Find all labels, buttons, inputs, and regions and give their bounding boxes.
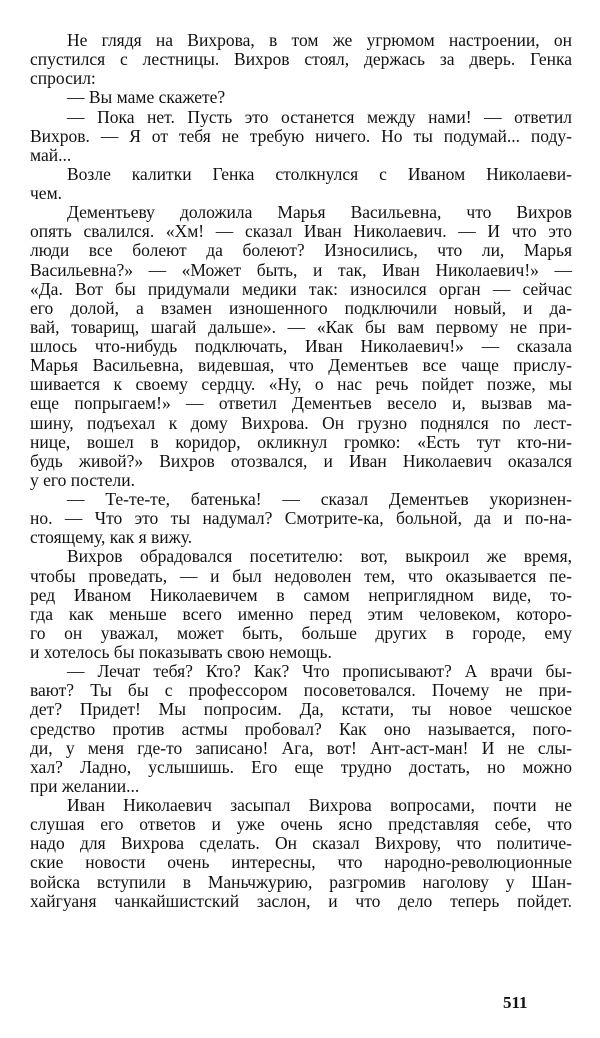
page-number: 511 [503, 993, 528, 1012]
text-line: дет? Придет! Мы попросим. Да, кстати, ты новое чешское [30, 699, 572, 720]
text-line: нице, вошел в коридор, окликнул громко: «Есть тут кто-ни- [30, 431, 572, 452]
paragraph [30, 662, 572, 796]
text-line: — Пока нет. Пусть это останется между нами! — ответил [67, 106, 572, 127]
text-line: го он уважал, может быть, больше других в городе, ему [30, 622, 572, 643]
text-line: Иван Николаевич засыпал Вихрова вопросами, почти не [67, 795, 572, 815]
paragraph [30, 31, 572, 88]
text-line: май... [30, 144, 72, 165]
text-line: его долой, а взамен изношенного подключили новый, и да- [30, 297, 572, 318]
text-line: шину, подъехал к дому Вихрова. Он грузно поднялся по лест- [30, 412, 572, 433]
text-line: опять свалился. «Хм! — сказал Иван Николаевич. — И что это [30, 221, 572, 242]
text-line: вай, товарищ, шагай дальше». — «Как бы вам первому не при- [30, 316, 572, 337]
text-line: Возле калитки Генка столкнулся с Иваном Николаеви- [67, 163, 572, 184]
text-line: средство против астмы пробовал? Как оно называется, пого- [30, 718, 572, 739]
text-line: Вихров обрадовался посетителю: вот, выкроил же время, [67, 546, 572, 567]
text-line: вают? Ты бы с профессором посоветовался. Почему не при- [30, 680, 572, 701]
text-line: при желании... [30, 775, 140, 796]
text-line: Дементьеву доложила Марья Васильевна, что Вихров [67, 202, 572, 223]
paragraph [30, 203, 572, 490]
text-line: стоящему, как я вижу. [30, 527, 193, 548]
text-line: шлось что-нибудь подключать, Иван Николаевич!» — сказала [30, 336, 572, 356]
paragraph [30, 490, 572, 547]
text-line: надо для Вихрова сделать. Он сказал Вихрову, что политиче- [30, 833, 572, 854]
text-line: «Да. Вот бы придумали медики так: износился орган — сейчас [30, 278, 572, 299]
text-line: слушая его ответов и уже очень ясно представляя себе, что [30, 814, 572, 835]
text-line: — Вы маме скажете? [67, 87, 226, 108]
text-line: и хотелось бы показывать свою немощь. [30, 642, 332, 662]
paragraph [30, 165, 572, 203]
text-line: гда как меньше всего именно перед этим человеком, которо- [30, 603, 572, 624]
text-line: — Те-те-те, батенька! — сказал Дементьев укоризнен- [67, 489, 572, 509]
text-line: хал? Ладно, услышишь. Его еще трудно достать, но можно [30, 756, 572, 777]
book-page-text [30, 31, 572, 911]
text-line: у его постели. [30, 469, 135, 490]
text-line: хайгуаня чанкайшистский заслон, и что дело теперь пойдет. [30, 890, 572, 911]
paragraph [30, 547, 572, 662]
paragraph [30, 796, 572, 911]
text-line: но. — Что это ты надумал? Смотрите-ка, больной, да и по-на- [30, 508, 572, 529]
text-line: люди все болеют да болеют? Износились, что ли, Марья [30, 240, 572, 261]
paragraph [30, 88, 572, 107]
text-line: чтобы проведать, — и был недоволен тем, что оказывается пе- [30, 565, 572, 586]
paragraph [30, 108, 572, 165]
text-line: — Лечат тебя? Кто? Как? Что прописывают? А врачи бы- [67, 661, 572, 682]
text-line: спустился с лестницы. Вихров стоял, держась за дверь. Генка [30, 49, 572, 70]
text-line: Вихров. — Я от тебя не требую ничего. Но ты подумай... поду- [30, 125, 572, 146]
text-line: ред Иваном Николаевичем в самом неприглядном виде, то- [30, 584, 572, 605]
text-line: шивается к своему сердцу. «Ну, о нас речь пойдет позже, мы [30, 374, 572, 395]
text-line: еще попрыгаем!» — ответил Дементьев весело и, вызвав ма- [30, 393, 572, 414]
text-line: Не глядя на Вихрова, в том же угрюмом настроении, он [67, 30, 572, 50]
text-line: будь живой?» Вихров отозвался, и Иван Николаевич оказался [30, 450, 572, 471]
text-line: Васильевна?» — «Может быть, и так, Иван Николаевич!» — [30, 259, 572, 280]
text-line: ди, у меня где-то записано! Ага, вот! Ант-аст-ман! И не слы- [30, 737, 572, 758]
text-line: Марья Васильевна, видевшая, что Дементьев все чаще прислу- [30, 355, 572, 376]
text-line: чем. [30, 183, 63, 203]
text-line: спросил: [30, 68, 96, 89]
text-line: войска вступили в Маньчжурию, разгромив наголову у Шан- [30, 871, 572, 892]
text-line: ские новости очень интересны, что народно-революционные [30, 852, 572, 873]
